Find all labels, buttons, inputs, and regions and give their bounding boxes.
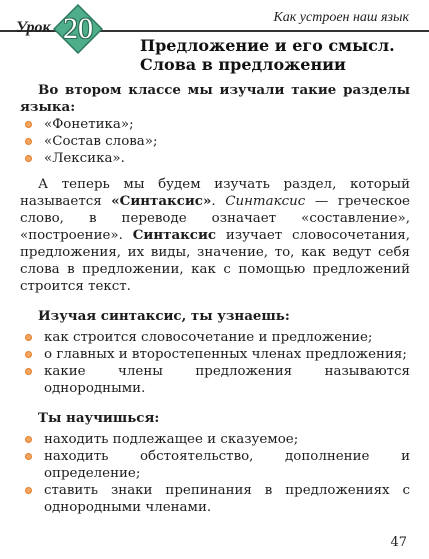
- list-item: ставить знаки препинания в предложениях с однородными членами.: [20, 482, 410, 516]
- lesson-label: Урок: [16, 19, 51, 36]
- bullet-icon: [25, 334, 32, 341]
- title-line-1: Предложение и его смысл.: [140, 36, 395, 55]
- list-item: находить подлежащее и сказуемое;: [20, 431, 410, 448]
- list-item: о главных и второстепенных членах предложения;: [20, 346, 410, 363]
- intro-list: [20, 116, 410, 167]
- page-title: [140, 36, 395, 74]
- list-item: какие члены предложения называются однородными.: [20, 363, 410, 397]
- list-item: находить обстоятельство, дополнение и определение;: [20, 448, 410, 482]
- bullet-icon: [25, 436, 32, 443]
- page-number: 47: [390, 535, 407, 550]
- bullet-icon: [25, 368, 32, 375]
- bullet-icon: [25, 121, 32, 128]
- lesson-number: 20: [63, 12, 93, 45]
- skills-list: [20, 431, 410, 516]
- title-line-2: Слова в предложении: [140, 55, 346, 74]
- list-item: как строится словосочетание и предложение;: [20, 329, 410, 346]
- bullet-icon: [25, 155, 32, 162]
- lesson-number-badge: [53, 4, 103, 54]
- list-item: «Состав слова»;: [20, 133, 410, 150]
- bullet-icon: [25, 453, 32, 460]
- body-paragraph: А теперь мы будем изучать раздел, который называется «Синтаксис». Синтаксис — греческое слово, в переводе означает «составление», «построение». Синтаксис изучает словосочетания, предложения, их виды, значение, то, как ведут себя слова в предложении, как с помощью предложений строится текст.: [20, 177, 410, 294]
- page-content: [20, 82, 410, 516]
- learn-heading: Изучая синтаксис, ты узнаешь:: [38, 308, 290, 324]
- intro-text: Во втором классе мы изучали такие разделы языка:: [20, 82, 410, 115]
- list-item: «Фонетика»;: [20, 116, 410, 133]
- list-item: «Лексика».: [20, 150, 410, 167]
- learn-list: [20, 329, 410, 397]
- bullet-icon: [25, 351, 32, 358]
- bullet-icon: [25, 138, 32, 145]
- skills-heading: Ты научишься:: [38, 410, 160, 426]
- section-tag: Как устроен наш язык: [273, 10, 409, 25]
- bullet-icon: [25, 487, 32, 494]
